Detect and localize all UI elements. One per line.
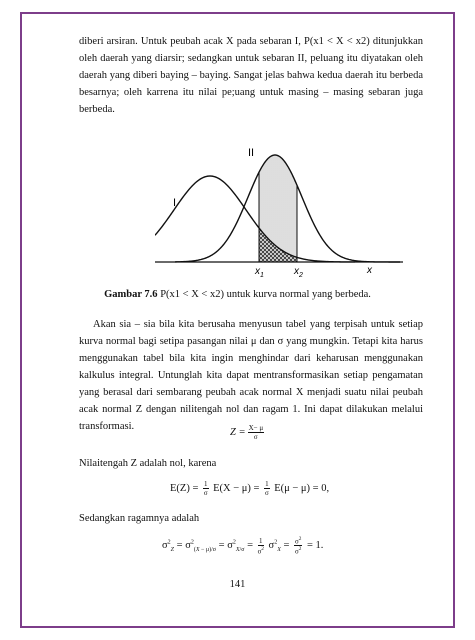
expectation-equation: E(Z) = $\frac{1}{\sigma}$ E(X − μ) = $\frac{1}{\sigma}$ E(μ − μ) = 0, bbox=[170, 480, 330, 497]
normal-curves-figure bbox=[155, 144, 405, 282]
variance-equation: $\sigma^2_Z = \sigma^2_{(X - \mu)/\sigma} = \sigma^2_{X/\sigma}$ = $\frac{1}{\sigma^2}$ $\sigma^2_X$ = $\frac{\sigma^2}{\sigma^2}$ = 1. bbox=[162, 536, 324, 556]
x-axis-label: x bbox=[367, 265, 372, 276]
figure-caption: Gambar 7.6 P(x1 < X < x2) untuk kurva normal yang berbeda. bbox=[104, 289, 371, 300]
page-number: 141 bbox=[229, 579, 246, 590]
curve-2-label: II bbox=[248, 147, 255, 159]
x2-tick-label: $x_2$ bbox=[294, 266, 303, 279]
curve-1-label: I bbox=[173, 197, 177, 209]
variance-statement: Sedangkan ragamnya adalah bbox=[79, 513, 200, 524]
paragraph-1: diberi arsiran. Untuk peubah acak X pada sebaran I, P(x1 < X < x2) ditunjukkan oleh daerah yang diarsir; sedangkan untuk sebaran II, peluang itu diyatakan oleh daerah yang diberi baying – baying. Sangat jelas bahwa kedua daerah itu berbeda besarnya; oleh karrena itu nilai pe;uang untuk masing – masing sebaran juga berbeda. bbox=[79, 36, 423, 115]
mean-statement: Nilaitengah Z adalah nol, karena bbox=[79, 458, 217, 469]
x1-tick-label: $x_1$ bbox=[255, 266, 264, 279]
paragraph-2: Akan sia – sia bila kita berusaha menyusun tabel yang terpisah untuk setiap kurva normal bagi setipa pasangan nilai μ dan σ yang mungkin. Tetapi kita harus menggunakan tabel bila kita ingin menghindar dari keharusan menggunakan kalkulus integral. Untunglah kita dapat mentransformasikan setiap pengamatan yang berasal dari sembarang peubah acak normal X menjadi suatu nilai peubah acak normal Z dengan nilitengah nol dan ragam 1. Ini dapat dilakukan melalui transformasi. bbox=[79, 319, 423, 432]
normal-curve-1 bbox=[155, 176, 355, 262]
transformation-equation: Z = $\frac{X- \mu}{\sigma}$ bbox=[230, 424, 264, 441]
